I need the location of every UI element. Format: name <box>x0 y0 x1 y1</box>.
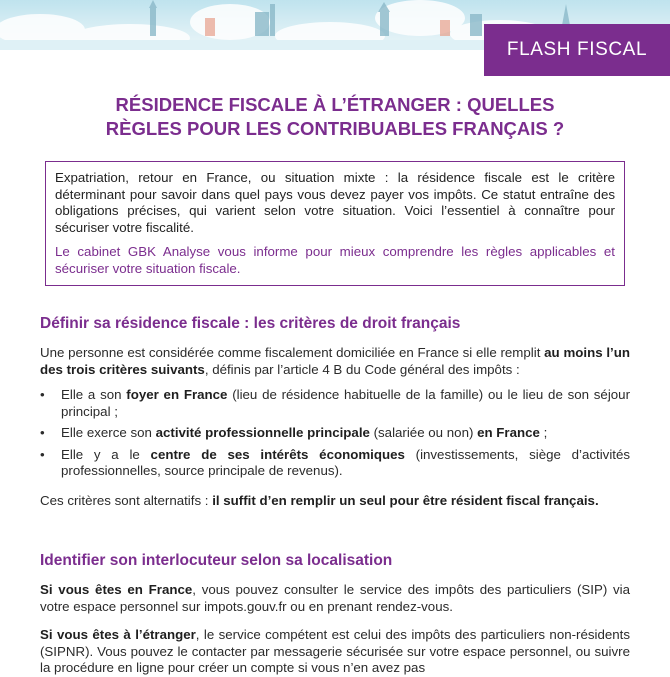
bullet-icon: • <box>40 446 45 462</box>
list-item-bold: en France <box>477 425 540 440</box>
abroad-paragraph <box>40 627 630 677</box>
criteria-list <box>40 387 630 485</box>
criteria-note-text: Ces critères sont alternatifs : <box>40 493 213 508</box>
list-item <box>40 425 630 442</box>
criteria-intro-bold: au moins l’un des trois critères suivants <box>40 345 630 377</box>
list-item <box>40 387 630 420</box>
page-title <box>40 93 630 141</box>
list-item-bold: foyer en France <box>126 387 228 402</box>
criteria-intro-text: Une personne est considérée comme fiscalement domiciliée en France si elle remplit <box>40 345 545 360</box>
france-text: , vous pouvez consulter le service des impôts des particuliers (SIP) via votre espace personnel sur impots.gouv.fr ou en prenant rendez-vous. <box>40 582 630 614</box>
list-item <box>40 447 630 480</box>
list-item-text: (lieu de résidence habituelle de la famille) ou le lieu de son séjour principal ; <box>61 387 631 419</box>
france-bold: Si vous êtes en France <box>40 582 193 597</box>
criteria-intro-end: , définis par l’article 4 B du Code général des impôts : <box>204 361 520 377</box>
page-title-line-2: RÈGLES POUR LES CONTRIBUABLES FRANÇAIS ? <box>105 118 565 139</box>
list-item-text: Elle y a le <box>61 446 151 462</box>
abroad-text: , le service compétent est celui des impôts des particuliers non-résidents (SIPNR). Vous pouvez le contacter par messagerie sécurisée sur votre espace personnel, ou suivre la procédure en ligne pour créer un compte si vous n’en avez pas <box>40 627 630 675</box>
france-paragraph <box>40 582 630 615</box>
section-heading-interlocuteur: Identifier son interlocuteur selon sa localisation <box>40 552 393 569</box>
list-item-text: (salariée ou non) <box>369 425 478 440</box>
list-item-text: ; <box>539 425 548 440</box>
list-item-text: (investissements, siège d’activités professionnelles, source principale de revenus). <box>61 446 631 478</box>
list-item-text: Elle a son <box>61 387 127 402</box>
list-item-bold: activité professionnelle principale <box>155 425 370 440</box>
list-item-bold: centre de ses intérêts économiques <box>150 446 405 462</box>
criteria-intro-paragraph <box>40 345 630 378</box>
abroad-bold: Si vous êtes à l’étranger <box>40 627 196 642</box>
intro-paragraph: Expatriation, retour en France, ou situation mixte : la résidence fiscale est le critère déterminant pour savoir dans quel pays vous devez payer vos impôts. Ce statut entraîne des obligations précises, qui varient selon votre situation. Voici l’essentiel à connaître pour sécuriser votre fiscalité. <box>55 170 615 235</box>
bullet-icon: • <box>40 387 45 402</box>
flash-fiscal-tag: FLASH FISCAL <box>484 24 670 76</box>
cabinet-paragraph: Le cabinet GBK Analyse vous informe pour mieux comprendre les règles applicables et sécuriser votre situation fiscale. <box>55 244 615 276</box>
list-item-text: Elle exerce son <box>61 425 156 440</box>
bullet-icon: • <box>40 425 45 440</box>
intro-box <box>45 161 625 286</box>
section-heading-residence: Définir sa résidence fiscale : les critères de droit français <box>40 315 461 332</box>
criteria-note-paragraph <box>40 493 630 510</box>
criteria-note-bold: il suffit d’en remplir un seul pour être résident fiscal français. <box>212 493 599 508</box>
page-title-line-1: RÉSIDENCE FISCALE À L’ÉTRANGER : QUELLES <box>115 94 555 115</box>
